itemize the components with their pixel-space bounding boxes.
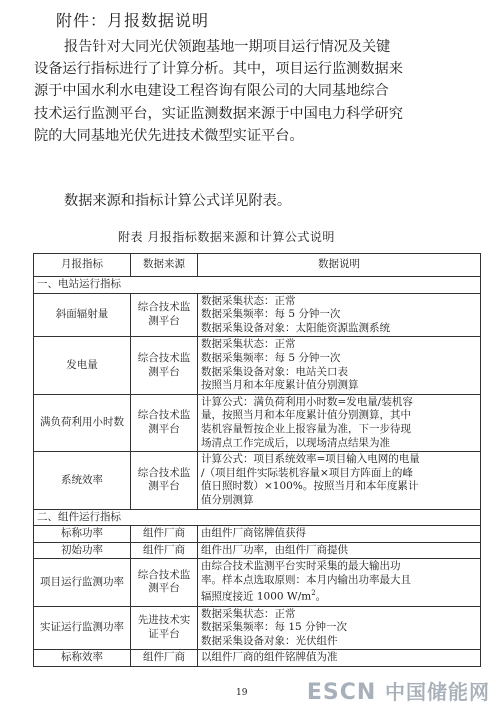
table-caption: 附表 月报指标数据来源和计算公式说明 bbox=[118, 230, 335, 244]
description-line: 数据采集设备对象：太阳能资源监测系统 bbox=[201, 321, 390, 334]
data-description bbox=[198, 606, 481, 650]
data-source: 组件厂商 bbox=[131, 526, 198, 543]
table-row bbox=[34, 559, 481, 606]
intro-line: 源于中国水利水电建设工程咨询有限公司的大同基地综合 bbox=[34, 83, 389, 100]
description-line: 由综合技术监测平台实时采集的最大输出功 bbox=[201, 560, 401, 573]
data-description bbox=[198, 293, 481, 337]
data-source: 组件厂商 bbox=[131, 542, 198, 559]
indicator-table bbox=[33, 253, 481, 667]
data-source: 组件厂商 bbox=[131, 650, 198, 667]
table-row bbox=[34, 526, 481, 543]
data-description bbox=[198, 559, 481, 606]
description-line: 场清点工作完成后，以现场清点结果为准 bbox=[201, 436, 390, 449]
data-description bbox=[198, 394, 481, 451]
header-indicator: 月报指标 bbox=[34, 254, 131, 277]
header-source: 数据来源 bbox=[131, 254, 198, 277]
page-heading: 附件：月报数据说明 bbox=[56, 11, 210, 30]
description-line: 量，按照当月和本年度累计值分别测算，其中 bbox=[201, 409, 411, 422]
table-row bbox=[34, 452, 481, 509]
description-line: 数据采集频率：每 15 分钟一次 bbox=[201, 621, 348, 634]
description-line: 率。样本点选取原则：本月内输出功率最大且 bbox=[201, 573, 411, 586]
intro-line: 院的大同基地光伏先进技术微型实证平台。 bbox=[34, 127, 304, 144]
table-row bbox=[34, 293, 481, 337]
note-text: 数据来源和指标计算公式详见附表。 bbox=[64, 193, 292, 209]
header-description: 数据说明 bbox=[198, 254, 481, 277]
description-line: /（项目组件实际装机容量×项目方阵面上的峰 bbox=[201, 466, 413, 479]
indicator-name: 项目运行监测功率 bbox=[34, 559, 131, 606]
description-line: 计算公式：项目系统效率=项目输入电网的电量 bbox=[201, 453, 420, 466]
data-source: 综合技术监测平台 bbox=[131, 559, 198, 606]
table-row bbox=[34, 606, 481, 650]
description-line: 组件出厂功率，由组件厂商提供 bbox=[201, 543, 348, 556]
indicator-name: 实证运行监测功率 bbox=[34, 606, 131, 650]
data-source: 综合技术监测平台 bbox=[131, 337, 198, 394]
table-row bbox=[34, 650, 481, 667]
description-line: 按照当月和本年度累计值分别测算 bbox=[201, 379, 359, 392]
table-row bbox=[34, 394, 481, 451]
description-line: 数据采集状态：正常 bbox=[201, 294, 296, 307]
description-line: 计算公式：满负荷利用小时数=发电量/装机容 bbox=[201, 395, 413, 408]
intro-line: 技术运行监测平台，实证监测数据来源于中国电力科学研究 bbox=[34, 105, 403, 122]
description-line: 数据采集频率：每 5 分钟一次 bbox=[201, 308, 341, 321]
data-description bbox=[198, 650, 481, 667]
section-title: 二、组件运行指标 bbox=[34, 509, 481, 526]
description-line: 由组件厂商铭牌值获得 bbox=[201, 527, 306, 540]
unit-superscript: 2 bbox=[311, 589, 316, 598]
data-source: 综合技术监测平台 bbox=[131, 293, 198, 337]
data-description bbox=[198, 452, 481, 509]
description-line: 辐照度接近 1000 $W/m^2$。 bbox=[201, 589, 327, 603]
indicator-name: 斜面辐射量 bbox=[34, 293, 131, 337]
description-line: 装机容量暂按企业上报容量为准，下一步待现 bbox=[201, 422, 411, 435]
section-row bbox=[34, 277, 481, 294]
page-number: 19 bbox=[236, 688, 248, 698]
data-source: 综合技术监测平台 bbox=[131, 452, 198, 509]
description-line: 以组件厂商的组件铭牌值为准 bbox=[201, 651, 338, 664]
intro-line: 报告针对大同光伏领跑基地一期项目运行情况及关键 bbox=[64, 39, 391, 55]
data-source: 先进技术实证平台 bbox=[131, 606, 198, 650]
indicator-name: 标称功率 bbox=[34, 526, 131, 543]
watermark-cn: 中国储能网 bbox=[385, 680, 490, 704]
intro-line: 设备运行指标进行了计算分析。其中，项目运行监测数据来 bbox=[34, 61, 403, 78]
table-header-row bbox=[34, 254, 481, 277]
description-line: 数据采集设备对象：电站关口表 bbox=[201, 365, 348, 378]
description-line: 数据采集频率：每 5 分钟一次 bbox=[201, 351, 341, 364]
data-description bbox=[198, 337, 481, 394]
description-line: 值日照时数）×100%。按照当月和本年度累计 bbox=[201, 480, 419, 493]
indicator-name: 标称效率 bbox=[34, 650, 131, 667]
description-line: 数据采集状态：正常 bbox=[201, 607, 296, 620]
description-line: 数据采集状态：正常 bbox=[201, 338, 296, 351]
indicator-name: 系统效率 bbox=[34, 452, 131, 509]
section-row bbox=[34, 509, 481, 526]
indicator-name: 满负荷利用小时数 bbox=[34, 394, 131, 451]
watermark-logo bbox=[307, 676, 490, 705]
indicator-name: 初始功率 bbox=[34, 542, 131, 559]
indicator-name: 发电量 bbox=[34, 337, 131, 394]
section-title: 一、电站运行指标 bbox=[34, 277, 481, 294]
description-line: 值分别测算 bbox=[201, 493, 254, 506]
data-description bbox=[198, 542, 481, 559]
watermark-latin: ESCN bbox=[306, 680, 377, 705]
intro-paragraph bbox=[34, 36, 474, 147]
table-row bbox=[34, 337, 481, 394]
table-row bbox=[34, 542, 481, 559]
data-description bbox=[198, 526, 481, 543]
data-source: 综合技术监测平台 bbox=[131, 394, 198, 451]
description-line: 数据采集设备对象：光伏组件 bbox=[201, 634, 338, 647]
